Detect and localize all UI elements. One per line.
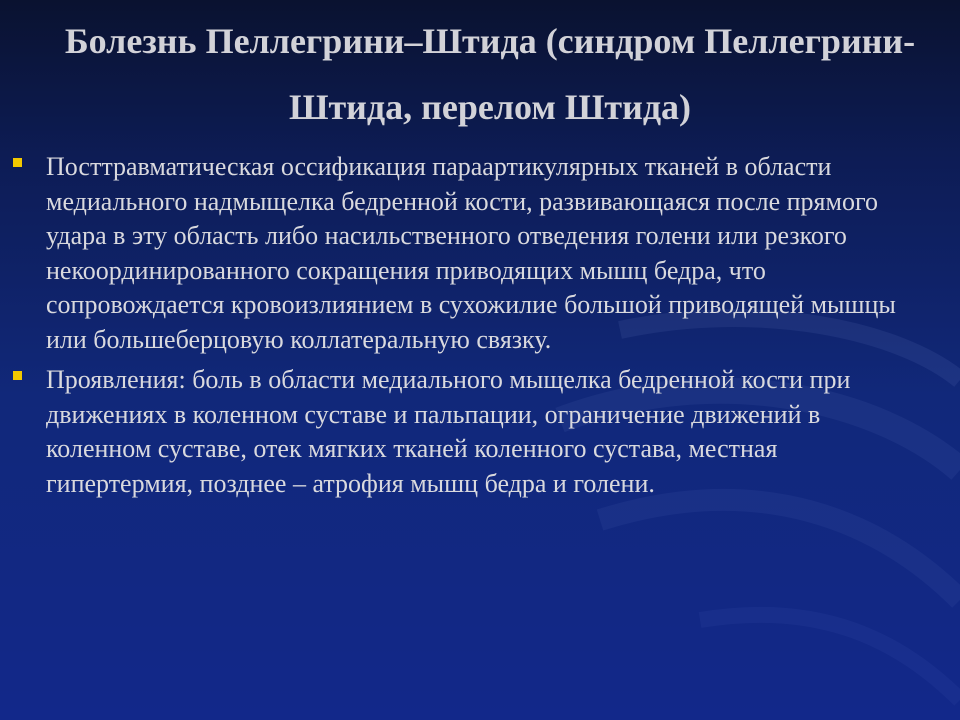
bullet-item-symptoms xyxy=(0,363,960,501)
bullet-item-definition xyxy=(0,150,960,357)
square-bullet-icon xyxy=(13,158,22,167)
bullet-text: Проявления: боль в области медиального мыщелка бедренной кости при движениях в коленном суставе и пальпации, ограничение движений в коленном суставе, отек мягких тканей коленного сустава, местная гипертермия, позднее – атрофия мышц бедра и голени. xyxy=(46,365,851,498)
bullet-list xyxy=(0,150,960,507)
bullet-text: Посттравматическая оссификация параартикулярных тканей в области медиального надмыщелка бедренной кости, развивающаяся после прямого удара в эту область либо насильственного отведения голени или резкого некоординированного сокращения приводящих мышц бедра, что сопровождается кровоизлиянием в сухожилие большой приводящей мышцы или большеберцовую коллатеральную связку. xyxy=(46,152,896,354)
slide-title: Болезнь Пеллегрини–Штида (синдром Пеллегрини-Штида, перелом Штида) xyxy=(64,21,916,127)
square-bullet-icon xyxy=(13,371,22,380)
